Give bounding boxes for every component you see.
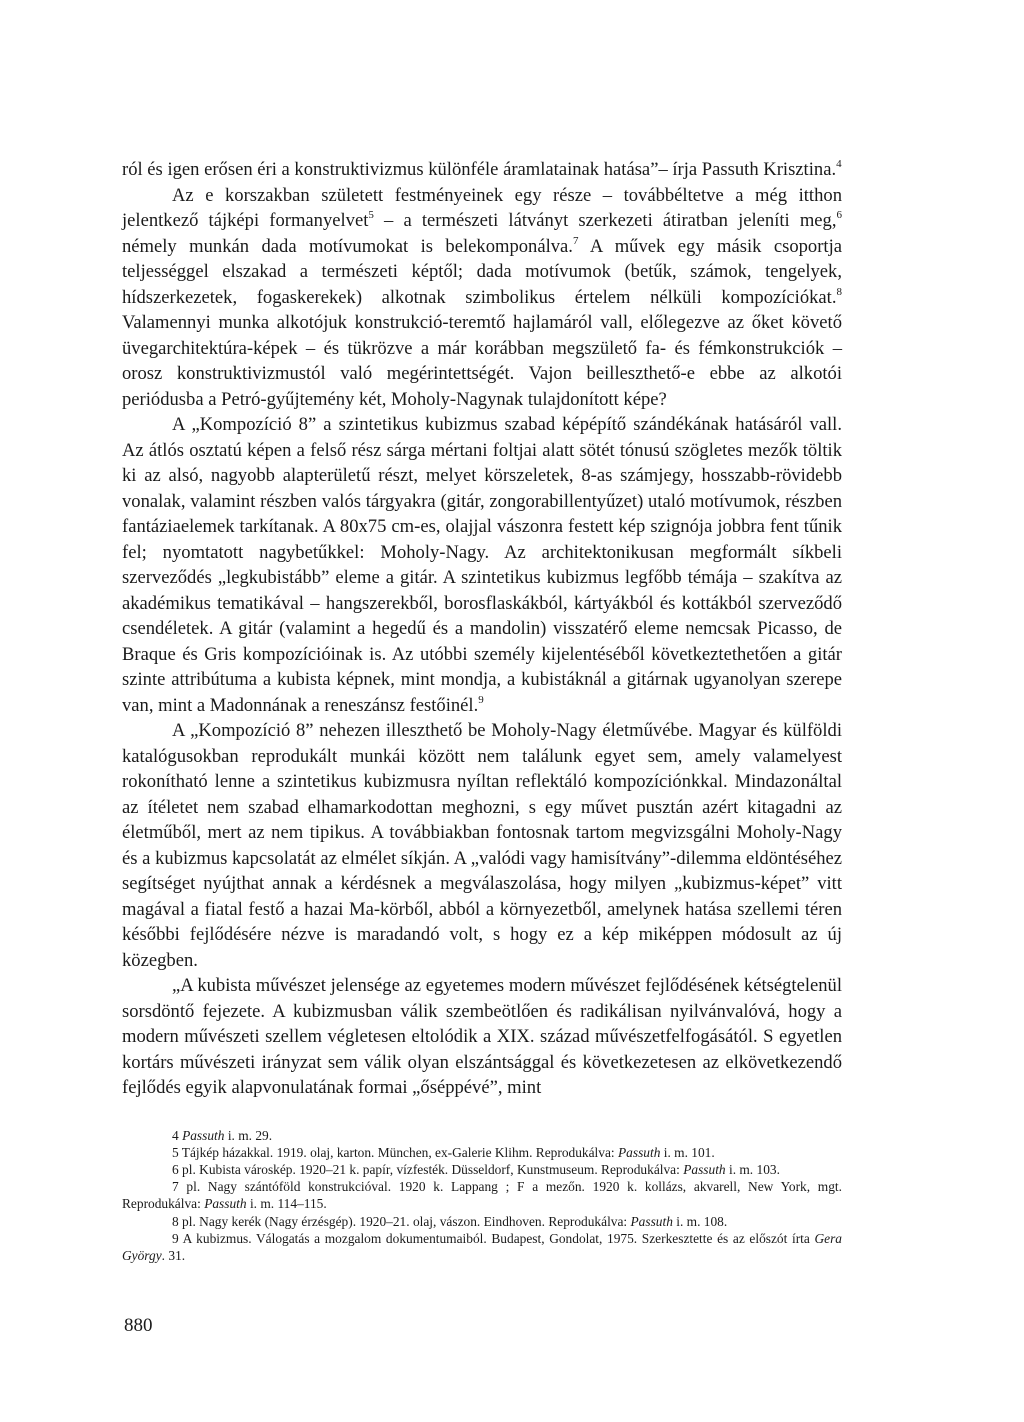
footnote-ref: 4 (836, 158, 842, 170)
page-content (122, 157, 842, 1264)
footnote-8: 8 pl. Nagy kerék (Nagy érzésgép). 1920–21. olaj, vászon. Eindhoven. Reprodukálva: Passuth i. m. 108. (172, 1213, 728, 1229)
body-text (122, 157, 842, 1101)
footnote-ref: 9 (478, 693, 484, 706)
footnote-4: 4 Passuth i. m. 29. (172, 1127, 273, 1143)
paragraph-continuation: ról és igen erősen éri a konstruktivizmus különféle áramlatainak hatása”– írja Passuth Krisztina.$^4$ (122, 158, 842, 180)
paragraph: A „Kompozíció 8” a szintetikus kubizmus szabad képépítő szándékának hatásáról vall. Az átlós osztatú képen a felső rész sárga mértani foltjai alatt sötét tónusú szögletes mezők töltik ki az alsó, nagyobb alapterületű részt, melyet körszeletek, 8-as számjegy, hosszabb-rövidebb vonalak, valamint részben valós tárgyakra (gitár, zongorabillentyűzet) utaló motívumok, részben fantáziaelemek tarkítanak. A 80x75 cm-es, olajjal vászonra festett kép szignója jobbra fent tűnik fel; nyomtatott nagybetűkkel: Moholy-Nagy. Az architektonikusan megformált síkbeli szerveződés „legkubistább” eleme a gitár. A szintetikus kubizmus legfőbb témája – szakítva az akadémikus tematikával – hangszerekből, borosflaskákból, kártyákból és kottákból szerveződő csendéletek. A gitár (valamint a hegedű és a mandolin) visszatérő eleme nemcsak Picasso, de Braque és Gris kompozícióinak is. Az utóbbi személy kijelentéséből következtethetően a gitár szinte attribútuma a kubista képnek, mint mondja, a kubistáknál a gitárnak ugyanolyan szerepe van, mint a Madonnának a reneszánsz festőinél.$^9$ (122, 414, 842, 716)
footnote-9: 9 A kubizmus. Válogatás a mozgalom dokumentumaiból. Budapest, Gondolat, 1975. Szerkesztette és az előszót írta Gera György. 31. (122, 1230, 842, 1263)
paragraph: „A kubista művészet jelensége az egyetemes modern művészet fejlődésének kétségtelenül sorsdöntő fejezete. A kubizmusban válik szembeötlően és radikálisan nyilvánvalóvá, hogy a modern művészeti szellem végletesen eltolódik a XIX. század művészetfelfogásától. S egyetlen kortárs művészeti irányzat sem válik olyan elszántsággal és következetesen az elkövetkezendő fejlődés egyik alapvonulatának formai „őséppévé”, mint (122, 975, 842, 1098)
footnotes (122, 1127, 842, 1265)
footnote-6: 6 pl. Kubista városkép. 1920–21 k. papír, vízfesték. Düsseldorf, Kunstmuseum. Reprodukálva: Passuth i. m. 103. (172, 1161, 780, 1177)
footnote-ref: 7 (572, 234, 579, 247)
footnote-5: 5 Tájkép házakkal. 1919. olaj, karton. München, ex-Galerie Klihm. Reprodukálva: Passuth i. m. 101. (172, 1144, 715, 1160)
footnote-ref: 8 (836, 285, 842, 298)
paragraph: Az e korszakban született festményeinek egy része – továbbéltetve a még itthon jelentkező tájképi formanyelvet$^5$ – a természeti látványt szerkezeti átiratban jeleníti meg,$^6$ némely munkán dada motívumokat is belekomponálva.$^7$ A művek egy másik csoportja teljességgel elszakad a természeti képtől; dada motívumok (betűk, számok, tengelyek, hídszerkezetek, fogaskerekek) alkotnak szimbolikus értelem nélküli kompozíciókat.$^8$ Valamennyi munka alkotójuk konstrukció-teremtő hajlamáról vall, előlegezve az őket követő üvegarchitektúra-képek – és tükrözve a már korábban megszülető fa- és fémkonstrukciók – orosz konstruktivizmustól való megérintettségét. Vajon beilleszthető-e ebbe az alkotói periódusba a Petró-gyűjtemény két, Moholy-Nagynak tulajdonított képe? (122, 184, 843, 410)
paragraph: A „Kompozíció 8” nehezen illeszthető be Moholy-Nagy életművébe. Magyar és külföldi katalógusokban reprodukált munkái között nem találunk egyet sem, amely valamelyest rokonítható lenne a szintetikus kubizmusra nyíltan reflektáló kompozíciónkkal. Mindazonáltal az ítéletet nem szabad elhamarkodottan meghozni, s egy művet pusztán azért kitagadni az életműből, mert az nem tipikus. A továbbiakban fontosnak tartom megvizsgálni Moholy-Nagy és a kubizmus kapcsolatát az elmélet síkján. A „valódi vagy hamisítvány”-dilemma eldöntéséhez segítséget nyújthat annak a kérdésnek a megválaszolása, hogy milyen „kubizmus-képet” vitt magával a fiatal festő a hazai Ma-körből, abból a környezetből, amelynek hatása szellemi téren későbbi fejlődésére nézve is maradandó volt, s hogy ez a kép miképpen módosult az új közegben. (122, 720, 842, 971)
page-number: 880 (124, 1315, 153, 1336)
footnote-ref: 5 (368, 209, 374, 221)
footnote-7: 7 pl. Nagy szántóföld konstrukcióval. 1920 k. Lappang ; F a mezőn. 1920 k. kollázs, akvarell, New York, mgt. Reprodukálva: Passuth i. m. 114–115. (122, 1179, 842, 1212)
footnote-ref: 6 (836, 209, 843, 221)
